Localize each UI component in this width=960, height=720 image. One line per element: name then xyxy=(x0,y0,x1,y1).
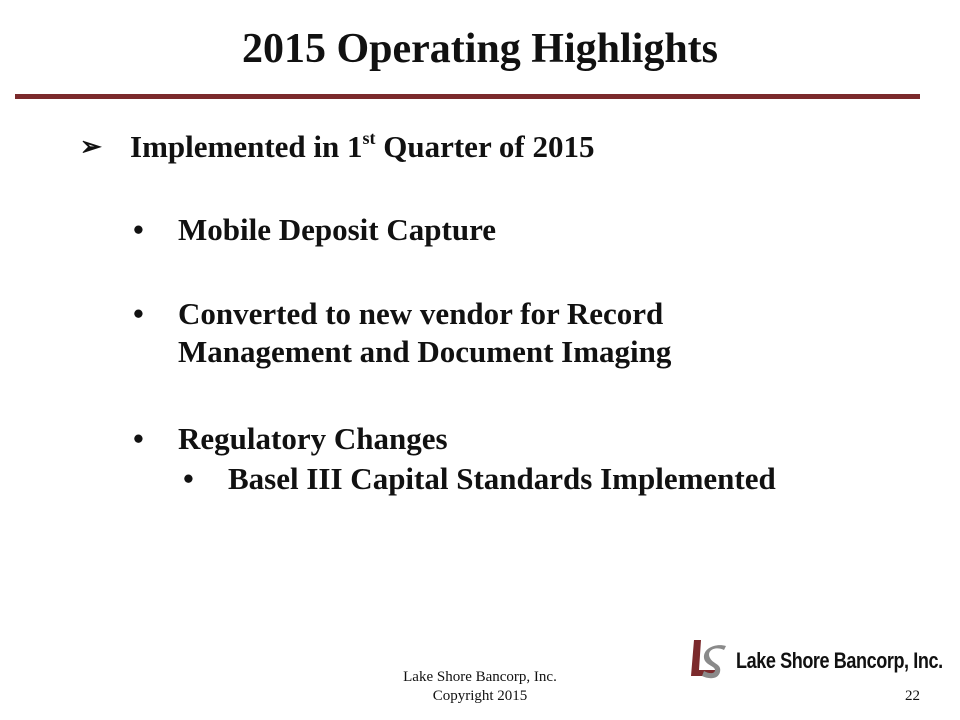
section-heading xyxy=(80,128,594,166)
heading-text-end: Quarter of 2015 xyxy=(375,129,595,164)
company-logo xyxy=(686,636,943,684)
heading-text-start: Implemented in 1 xyxy=(130,129,363,164)
list-item xyxy=(133,295,672,371)
arrow-bullet-icon: ➢ xyxy=(80,132,102,161)
list-item xyxy=(133,211,497,249)
footer xyxy=(380,668,580,706)
bullet-icon: • xyxy=(133,296,144,331)
list-item-text: Regulatory Changes xyxy=(178,421,448,456)
bullet-icon: • xyxy=(133,212,144,247)
list-item-text-continued: Management and Document Imaging xyxy=(178,334,672,369)
heading-superscript: st xyxy=(362,128,376,148)
logo-name: Lake Shore Bancorp, Inc. xyxy=(736,648,943,673)
footer-copyright: Copyright 2015 xyxy=(432,688,528,704)
page-title: 2015 Operating Highlights xyxy=(241,26,719,72)
ls-monogram-icon xyxy=(686,636,734,684)
page-number: 22 xyxy=(905,688,920,704)
list-item-text: Converted to new vendor for Record xyxy=(178,296,664,331)
sub-list-item xyxy=(183,460,776,498)
list-item-text: Basel III Capital Standards Implemented xyxy=(228,461,776,496)
bullet-icon: • xyxy=(183,461,194,496)
bullet-icon: • xyxy=(133,421,144,456)
title-divider xyxy=(15,94,920,99)
list-item xyxy=(133,420,448,458)
list-item-text: Mobile Deposit Capture xyxy=(178,212,497,247)
footer-company: Lake Shore Bancorp, Inc. xyxy=(403,669,557,685)
